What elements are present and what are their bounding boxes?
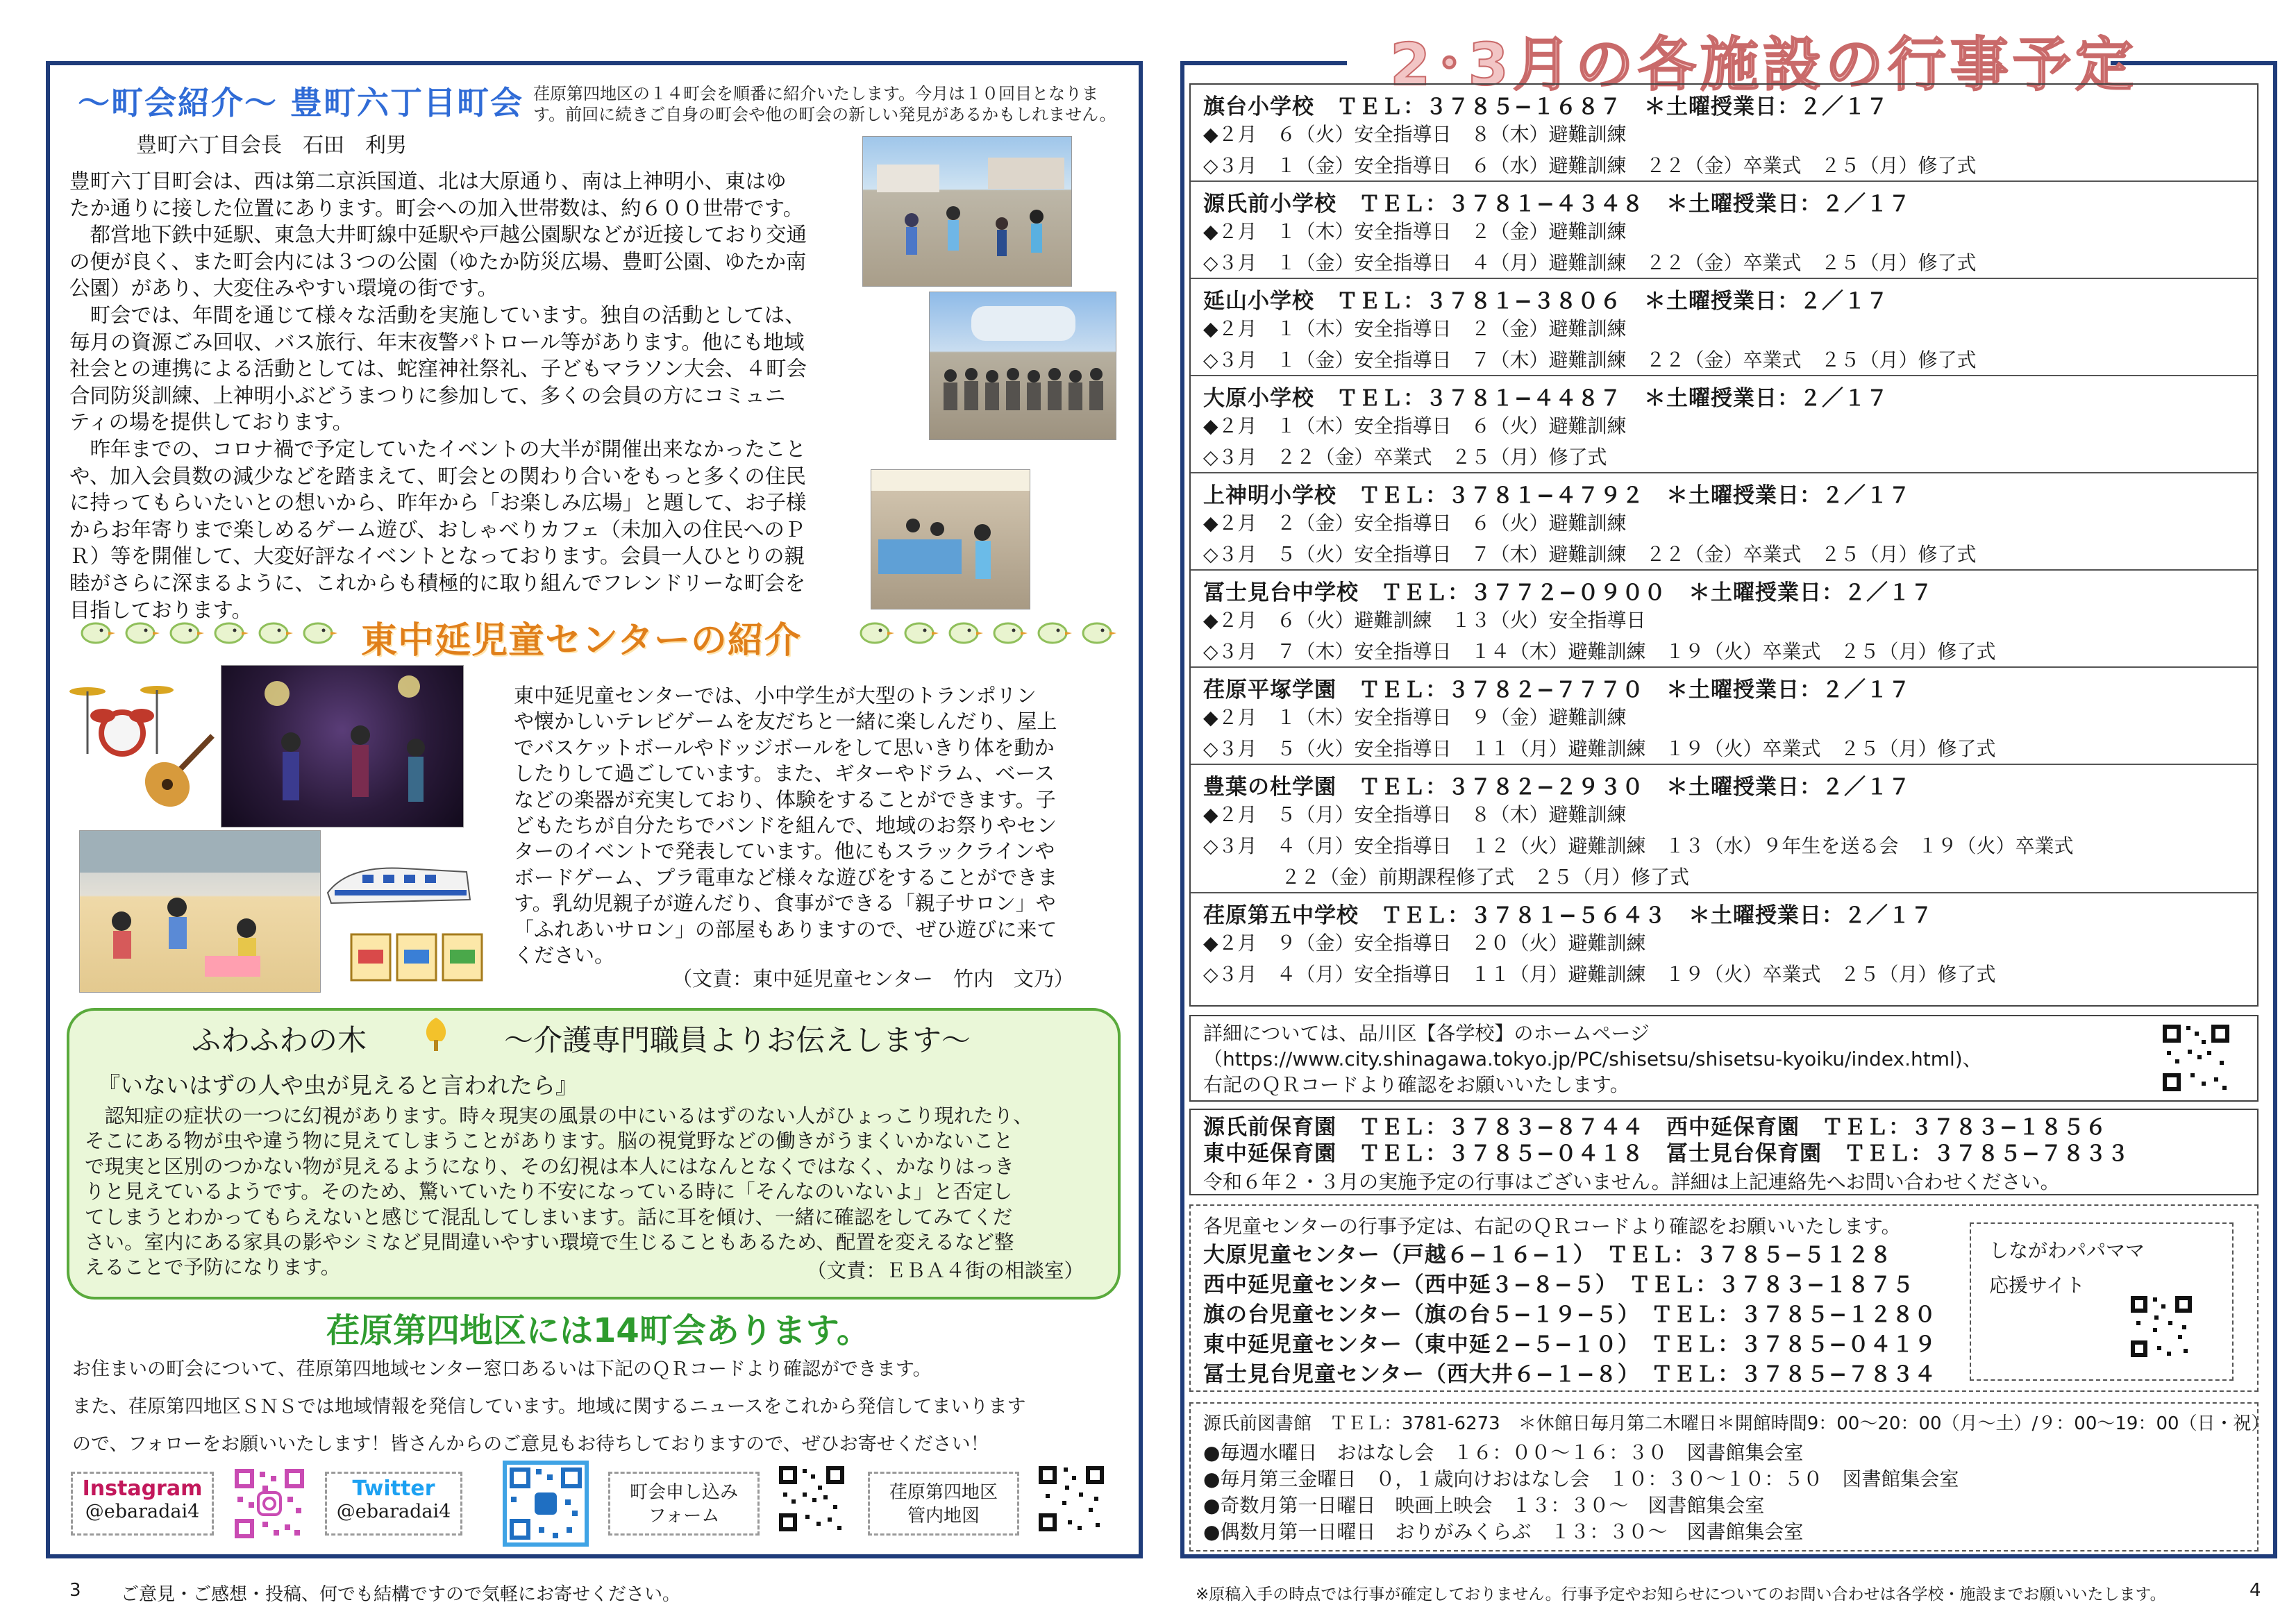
text-line: や懐かしいテレビゲームを友だちと一緒に楽しんだり、屋上: [514, 709, 1057, 734]
fuwafuwa-credit: （文責：ＥＢＡ４街の相談室）: [807, 1259, 1084, 1282]
school-row: [1191, 182, 2257, 279]
join-form-link-box[interactable]: 町会申し込み フォーム: [608, 1472, 760, 1536]
school-name-tel: 大原小学校 ＴＥＬ：３７８１−４４８７ ＊土曜授業日：２／１７: [1203, 386, 1888, 411]
school-name-tel: 荏原平塚学園 ＴＥＬ：３７８２−７７７０ ＊土曜授業日：２／１７: [1203, 678, 1911, 703]
center-section-title: 東中延児童センターの紹介: [361, 620, 801, 662]
text-line: 認知症の症状の一つに幻視があります。時々現実の風景の中にいるはずのない人がひょっこり現れたり、: [85, 1104, 1033, 1127]
school-name-tel: 旗台小学校 ＴＥＬ：３７８５−１６８７ ＊土曜授業日：２／１７: [1203, 94, 1888, 119]
text-line: ターのイベントで発表しています。他にもスラックラインや: [514, 839, 1055, 864]
text-line: 東中延児童センター（東中延２−５−１０） ＴＥＬ：３７８５−０４１９: [1203, 1332, 1937, 1357]
event-photo-plaza: [862, 136, 1072, 287]
child-center-box: [1189, 1204, 2259, 1392]
text-line: 大原児童センター（戸越６−１６−１） ＴＥＬ：３７８５−５１２８: [1203, 1243, 1893, 1268]
library-events: [1203, 1440, 1959, 1545]
text-line: ●毎月第三金曜日 ０，１歳向けおはなし会 １０：３０〜１０：５０ 図書館集会室: [1203, 1468, 1959, 1490]
chokai-count-title: 荏原第四地区には14町会あります。: [326, 1311, 870, 1350]
district-map-qr-code[interactable]: [1037, 1465, 1105, 1533]
school-event-line: ◆２月 １（木）安全指導日 ６（火）避難訓練: [1203, 414, 1627, 437]
school-name-tel: 源氏前小学校 ＴＥＬ：３７８１−４３４８ ＊土曜授業日：２／１７: [1203, 192, 1911, 217]
intro-heading: 〜町会紹介〜 豊町六丁目町会: [78, 84, 524, 121]
bird-icon: [901, 618, 940, 646]
fuwafuwa-title: ふわふわの木: [192, 1023, 367, 1057]
title-rule-left: [1180, 61, 1347, 65]
text-line: からお年寄りまで楽しめるゲーム遊び、おしゃべりカフェ（未加入の住民へのＰ: [69, 517, 805, 541]
train-cards-illustration: [349, 927, 485, 987]
school-event-line: ◆２月 １（木）安全指導日 ２（金）避難訓練: [1203, 317, 1627, 340]
school-event-line: ◆２月 ５（月）安全指導日 ８（木）避難訓練: [1203, 803, 1627, 826]
text-line: 合同防災訓練、上神明小ぶどうまつりに参加して、多くの会員の方にコミュニ: [69, 383, 786, 407]
text-line: 豊町六丁目町会は、西は第二京浜国道、北は大原通り、南は上神明小、東はゆ: [69, 169, 787, 193]
bird-icon: [857, 618, 896, 646]
school-event-line: ◆２月 ２（金）安全指導日 ６（火）避難訓練: [1203, 512, 1627, 535]
school-name-tel: 延山小学校 ＴＥＬ：３７８１−３８０６ ＊土曜授業日：２／１７: [1203, 289, 1888, 314]
school-event-line: ◆２月 ６（火）安全指導日 ８（木）避難訓練: [1203, 123, 1627, 146]
school-event-line: ◇３月 ２２（金）卒業式 ２５（月）修了式: [1203, 446, 1607, 469]
district-map-link-box[interactable]: 荏原第四地区 管内地図: [868, 1472, 1019, 1536]
school-event-line: ◆２月 ６（火）避難訓練 １３（火）安全指導日: [1203, 609, 1646, 632]
text-line: などの楽器が充実しており、体験をすることができます。子: [514, 787, 1056, 812]
school-name-tel: 荏原第五中学校 ＴＥＬ：３７８１−５６４３ ＊土曜授業日：２／１７: [1203, 903, 1933, 928]
nursery-lines: [1203, 1114, 2129, 1167]
playroom-photo: [79, 830, 321, 993]
twitter-qr-code[interactable]: [503, 1461, 589, 1547]
text-line: ●偶数月第一日曜日 おりがみくらぶ １３：３０〜 図書館集会室: [1203, 1520, 1804, 1543]
school-row: [1191, 279, 2257, 376]
center-credit: （文責：東中延児童センター 竹内 文乃）: [672, 967, 1074, 991]
school-event-line: ◆２月 ９（金）安全指導日 ２０（火）避難訓練: [1203, 932, 1646, 955]
intro-lead: 荏原第四地区の１４町会を順番に紹介いたします。今月は１０回目となります。前回に続きご自身の町会や他の町会の新しい発見があるかもしれません。: [533, 84, 1116, 124]
twitter-label: Twitter: [352, 1477, 435, 1501]
twitter-link-box[interactable]: [325, 1472, 462, 1536]
school-name-tel: 豊葉の杜学園 ＴＥＬ：３７８２−２９３０ ＊土曜授業日：２／１７: [1203, 775, 1911, 800]
center-body: [514, 683, 1125, 968]
bird-icon: [255, 618, 294, 646]
detail-info-box: [1189, 1015, 2259, 1102]
text-line: 旗の台児童センター（旗の台５−１９−５） ＴＥＬ：３７８５−１２８０: [1203, 1302, 1937, 1327]
fuwafuwa-quote: 『いないはずの人や虫が見えると言われたら』: [97, 1072, 578, 1099]
text-line: ●奇数月第一日曜日 映画上映会 １３：３０〜 図書館集会室: [1203, 1494, 1765, 1517]
fuwafuwa-subtitle: 〜介護専門職員よりお伝えします〜: [504, 1023, 971, 1057]
text-line: 都営地下鉄中延駅、東急大井町線中延駅や戸越公園駅などが近接しており交通: [69, 223, 807, 247]
bird-icon: [1079, 618, 1118, 646]
school-event-line: ◇３月 １（金）安全指導日 ６（水）避難訓練 ２２（金）卒業式 ２５（月）修了式: [1203, 154, 1977, 177]
text-line: どもたちが自分たちでバンドを組んで、地域のお祭りやセン: [514, 813, 1057, 837]
text-line: （https://www.city.shinagawa.tokyo.jp/PC/shisetsu/shisetsu-kyoiku/index.html)、: [1203, 1048, 1982, 1070]
bird-icon: [78, 618, 117, 646]
child-center-intro: 各児童センターの行事予定は、右記のＱＲコードより確認をお願いいたします。: [1203, 1215, 1901, 1238]
school-event-line: ◇３月 ４（月）安全指導日 １１（月）避難訓練 １９（火）卒業式 ２５（月）修了式: [1203, 963, 1996, 986]
text-line: 公園）があり、大変住みやすい環境の街です。: [69, 276, 498, 301]
guitar-illustration: [136, 730, 219, 814]
school-schedule-table: [1189, 83, 2259, 1007]
text-line: たか通りに接した位置にあります。町会への加入世帯数は、約６００世帯です。: [69, 196, 804, 220]
band-photo: [221, 665, 464, 827]
school-name-tel: 上神明小学校 ＴＥＬ：３７８１−４７９２ ＊土曜授業日：２／１７: [1203, 483, 1911, 508]
school-row: [1191, 765, 2257, 893]
tree-icon: [421, 1016, 451, 1052]
text-line: 詳細については、品川区【各学校】のホームページ: [1203, 1022, 1650, 1045]
nursery-box: [1189, 1109, 2259, 1195]
text-line: 東中延児童センターでは、小中学生が大型のトランポリン: [514, 684, 1037, 707]
text-line: りと見えているようです。そのため、驚いていたり不安になっている時に「そんなのいないよ」と否定し: [85, 1180, 1013, 1204]
text-line: 町会では、年間を通じて様々な活動を実施しています。独自の活動としては、: [69, 303, 805, 327]
school-event-line: ◇３月 ５（火）安全指導日 ７（木）避難訓練 ２２（金）卒業式 ２５（月）修了式: [1203, 543, 1977, 566]
text-line: 社会との連携による活動としては、蛇窪神社祭礼、子どもマラソン大会、４町会: [69, 357, 807, 381]
school-row: [1191, 893, 2257, 991]
schedule-title: 2･3月の各施設の行事予定: [1390, 31, 2138, 99]
school-row: [1191, 473, 2257, 571]
school-event-line: ◇３月 １（金）安全指導日 ４（月）避難訓練 ２２（金）卒業式 ２５（月）修了式: [1203, 251, 1977, 274]
text-line: 昨年までの、コロナ禍で予定していたイベントの大半が開催出来なかったこと: [69, 437, 806, 461]
left-footer-note: ご意見・ご感想・投稿、何でも結構ですので気軽にお寄せください。: [121, 1584, 681, 1605]
text-line: 冨士見台児童センター（西大井６−１−８） ＴＥＬ：３７８５−７８３４: [1203, 1362, 1937, 1387]
intro-body: [69, 168, 854, 623]
school-row: [1191, 376, 2257, 473]
text-line: 「ふれあいサロン」の部屋もありますので、ぜひ遊びに来て: [514, 917, 1057, 941]
group-photo: [929, 292, 1116, 440]
text-line: ティの場を提供しております。: [69, 410, 353, 435]
bird-icon: [122, 618, 161, 646]
text-line: お住まいの町会について、荏原第四地域センター窓口あるいは下記のＱＲコードより確認ができます。: [72, 1359, 932, 1380]
school-event-line: ◇３月 １（金）安全指導日 ７（木）避難訓練 ２２（金）卒業式 ２５（月）修了式: [1203, 348, 1977, 371]
text-line: ください。: [514, 943, 615, 967]
school-name-tel: 冨士見台中学校 ＴＥＬ：３７７２−０９００ ＊土曜授業日：２／１７: [1203, 580, 1933, 605]
event-photo-cafe: [871, 469, 1030, 609]
intro-author: 豊町六丁目会長 石田 利男: [136, 133, 407, 158]
papamama-label: しながわパパママ 応援サイト: [1989, 1239, 2145, 1297]
library-box: [1189, 1402, 2270, 1551]
text-line: す。乳幼児親子が遊んだり、食事ができる「親子サロン」や: [514, 891, 1056, 916]
papamama-qr-code[interactable]: [2129, 1295, 2193, 1359]
text-line: そこにある物が虫や違う物に見えてしまうことがあります。脳の視覚野などの働きがうまくいかないこと: [85, 1129, 1014, 1153]
text-line: ボードゲーム、プラ電車など様々な遊びをすることができま: [514, 865, 1058, 889]
text-line: 毎月の資源ごみ回収、バス旅行、年末夜警パトロール等があります。他にも地域: [69, 330, 805, 354]
sns-info-text: [72, 1351, 1134, 1463]
detail-lines: [1203, 1020, 1982, 1098]
shinkansen-illustration: [321, 851, 478, 920]
text-line: 東中延保育園 ＴＥＬ：３７８５−０４１８ 冨士見台保育園 ＴＥＬ：３７８５−７８３３: [1203, 1141, 2129, 1166]
text-line: に持ってもらいたいとの想いから、昨年から「お楽しみ広場」と題して、お子様: [69, 491, 807, 515]
text-line: したりして過ごしています。また、ギターやドラム、ベース: [514, 762, 1055, 786]
school-info-qr-code[interactable]: [2161, 1023, 2231, 1093]
bird-icon: [990, 618, 1029, 646]
papamama-site-box[interactable]: [1970, 1222, 2234, 1381]
fuwafuwa-body: [85, 1104, 1112, 1281]
instagram-handle: @ebaradai4: [85, 1501, 200, 1522]
school-row: [1191, 668, 2257, 765]
right-footer-note: ※原稿入手の時点では行事が確定しておりません。行事予定やお知らせについてのお問い合わせは各学校・施設までお願いいたします。: [1196, 1586, 2166, 1604]
school-event-line: ◇３月 ７（木）安全指導日 １４（木）避難訓練 １９（火）卒業式 ２５（月）修了式: [1203, 640, 1996, 663]
text-line: さい。室内にある家具の影やシミなど見間違いやすい環境で生じることもあるため、配置を変えるなど整: [85, 1230, 1014, 1254]
text-line: の便が良く、また町会内には３つの公園（ゆたか防災広場、豊町公園、ゆたか南: [69, 249, 807, 274]
text-line: でバスケットボールやドッジボールをして思いきり体を動か: [514, 735, 1055, 759]
child-center-list: [1203, 1241, 1936, 1390]
library-head: 源氏前図書館 ＴＥＬ：3781-6273 ＊休館日毎月第二木曜日＊開館時間9：00〜20：00（月〜土）/９：00〜19：00（日・祝）: [1203, 1413, 2270, 1434]
school-event-line: ◆２月 １（木）安全指導日 ２（金）避難訓練: [1203, 220, 1627, 243]
text-line: てしまうとわかってもらえないと感じて混乱してしまいます。話に耳を傾け、一緒に確認をしてみてくだ: [85, 1205, 1013, 1229]
text-line: ●毎週水曜日 おはなし会 １６：００〜１６：３０ 図書館集会室: [1203, 1441, 1804, 1464]
text-line: また、荏原第四地区ＳＮＳでは地域情報を発信しています。地域に関するニュースをこれから発信してまいります: [72, 1396, 1026, 1418]
school-row: [1191, 571, 2257, 668]
school-event-line: ２２（金）前期課程修了式 ２５（月）修了式: [1203, 866, 1690, 889]
bird-icon: [167, 618, 206, 646]
text-line: 睦がさらに深まるように、これからも積極的に取り組んでフレンドリーな町会を: [69, 571, 806, 595]
school-event-line: ◆２月 １（木）安全指導日 ９（金）避難訓練: [1203, 706, 1627, 729]
school-event-line: ◇３月 ５（火）安全指導日 １１（月）避難訓練 １９（火）卒業式 ２５（月）修了式: [1203, 737, 1996, 760]
instagram-link-box[interactable]: [71, 1472, 214, 1536]
nursery-note: 令和６年２・３月の実施予定の行事はございません。詳細は上記連絡先へお問い合わせください。: [1203, 1170, 2060, 1193]
twitter-handle: @ebaradai4: [336, 1501, 451, 1522]
bird-icon: [1034, 618, 1073, 646]
text-line: 右記のＱＲコードより確認をお願いいたします。: [1203, 1073, 1629, 1096]
text-line: 西中延児童センター（西中延３−８−５） ＴＥＬ：３７８３−１８７５: [1203, 1272, 1915, 1297]
text-line: や、加入会員数の減少などを踏まえて、町会との関わり合いをもっと多くの住民: [69, 464, 806, 488]
instagram-qr-code[interactable]: [232, 1466, 307, 1541]
text-line: 源氏前保育園 ＴＥＬ：３７８３−８７４４ 西中延保育園 ＴＥＬ：３７８３−１８５６: [1203, 1115, 2107, 1140]
text-line: で現実と区別のつかない物が見えるようになり、その幻視は本人にはなんとなくではなく、かなりはっき: [85, 1154, 1014, 1178]
bird-icon: [211, 618, 250, 646]
right-page-number: 4: [2249, 1580, 2261, 1601]
school-row: [1191, 85, 2257, 182]
bird-icon: [300, 618, 339, 646]
bird-icon: [946, 618, 984, 646]
text-line: ので、フォローをお願いいたします！皆さんからのご意見もお待ちしておりますので、ぜひお寄せください！: [72, 1433, 989, 1455]
instagram-label: Instagram: [82, 1477, 203, 1501]
left-page-number: 3: [69, 1580, 81, 1601]
join-form-qr-code[interactable]: [778, 1465, 846, 1533]
school-event-line: ◇３月 ４（月）安全指導日 １２（火）避難訓練 １３（水）９年生を送る会 １９（火）卒業式: [1203, 834, 2074, 857]
text-line: Ｒ）等を開催して、大変好評なイベントとなっております。会員一人ひとりの親: [69, 544, 805, 569]
text-line: 目指しております。: [69, 598, 253, 622]
text-line: えることで予防になります。: [85, 1256, 341, 1279]
